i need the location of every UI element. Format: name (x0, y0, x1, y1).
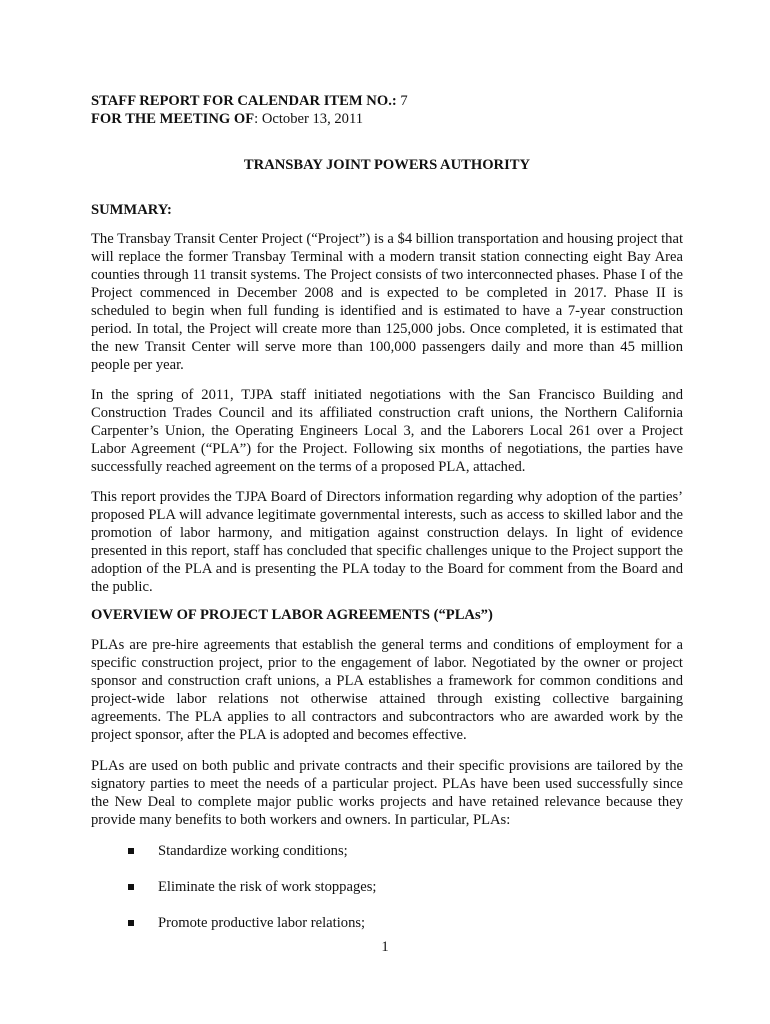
list-item-text: Promote productive labor relations; (158, 915, 366, 931)
list-item (128, 842, 376, 860)
summary-heading: SUMMARY: (91, 202, 172, 218)
list-item-text: Standardize working conditions; (158, 843, 348, 859)
list-item (128, 878, 376, 896)
meeting-date-value: : October 13, 2011 (254, 111, 364, 127)
list-item-text: Eliminate the risk of work stoppages; (158, 879, 377, 895)
square-bullet-icon (128, 884, 134, 890)
square-bullet-icon (128, 848, 134, 854)
calendar-item-line (91, 92, 683, 110)
overview-paragraph-1: PLAs are pre-hire agreements that establish the general terms and conditions of employment for a specific construction project, prior to the engagement of labor. Negotiated by the owner or project sponsor and construction craft unions, a PLA establishes a framework for common conditions and project-wide labor relations not otherwise attained through existing collective bargaining agreements. The PLA applies to all contractors and subcontractors who are awarded work by the project sponsor, after the PLA is adopted and becomes effective. (91, 637, 683, 743)
square-bullet-icon (128, 920, 134, 926)
benefits-list (128, 842, 376, 950)
summary-paragraph-2: In the spring of 2011, TJPA staff initiated negotiations with the San Francisco Building and Construction Trades Council and its affiliated construction craft unions, the Northern California Carpenter’s Union, the Operating Engineers Local 3, and the Laborers Local 261 over a Project Labor Agreement (“PLA”) for the Project. Following six months of negotiations, the parties have successfully reached agreement on the terms of a proposed PLA, attached. (91, 387, 683, 475)
calendar-item-label: STAFF REPORT FOR CALENDAR ITEM NO.: (91, 93, 397, 109)
meeting-date-line (91, 110, 683, 128)
page-number: 1 (381, 939, 389, 955)
overview-paragraph-2: PLAs are used on both public and private contracts and their specific provisions are tailored by the signatory parties to meet the needs of a particular project. PLAs have been used successfully since the New Deal to complete major public works projects and have retained relevance because they provide many benefits to both workers and owners. In particular, PLAs: (91, 758, 683, 828)
overview-heading: OVERVIEW OF PROJECT LABOR AGREEMENTS (“PLAs”) (91, 607, 493, 623)
summary-paragraph-1: The Transbay Transit Center Project (“Project”) is a $4 billion transportation and housing project that will replace the former Transbay Terminal with a modern transit station connecting eight Bay Area counties through 11 transit systems. The Project consists of two interconnected phases. Phase I of the Project commenced in December 2008 and is expected to be completed in 2017. Phase II is scheduled to begin when full funding is identified and is estimated to have a 7-year construction period. In total, the Project will create more than 125,000 jobs. Once completed, it is estimated that the new Transit Center will serve more than 100,000 passengers daily and more than 45 million people per year. (91, 231, 683, 373)
document-title: TRANSBAY JOINT POWERS AUTHORITY (243, 157, 531, 173)
summary-paragraph-3: This report provides the TJPA Board of Directors information regarding why adoption of the parties’ proposed PLA will advance legitimate governmental interests, such as access to skilled labor and the promotion of labor harmony, and mitigation against construction delays. In light of evidence presented in this report, staff has concluded that specific challenges unique to the Project support the adoption of the PLA and is presenting the PLA today to the Board for comment from the Board and the public. (91, 489, 683, 595)
meeting-date-label: FOR THE MEETING OF (91, 111, 255, 127)
calendar-item-number: 7 (400, 93, 408, 109)
list-item (128, 914, 376, 932)
